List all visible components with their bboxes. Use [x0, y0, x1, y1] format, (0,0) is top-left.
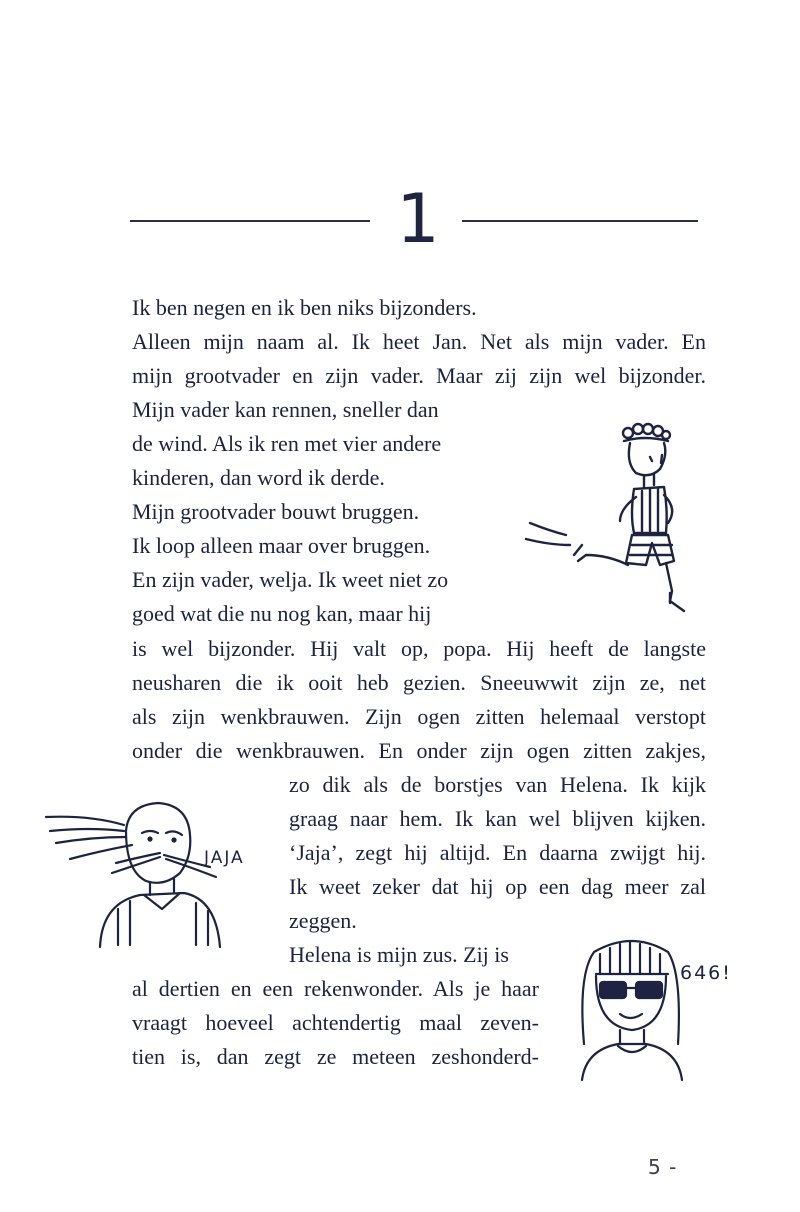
- text-line: zo dik als de borstjes van Helena. Ik kijk: [289, 772, 706, 797]
- page-number: 5 -: [648, 1155, 678, 1179]
- chapter-rule-left: [130, 220, 370, 222]
- grandfather-illustration: [40, 795, 272, 950]
- text-line: is wel bijzonder. Hij valt op, popa. Hij heeft de langste: [132, 636, 706, 661]
- text-line: Ik loop alleen maar over bruggen.: [132, 533, 431, 558]
- text-line: Ik ben negen en ik ben niks bijzonders.: [132, 295, 477, 320]
- text-line: kinderen, dan word ik derde.: [132, 465, 385, 490]
- text-line: En zijn vader, welja. Ik weet niet zo: [132, 567, 449, 592]
- helena-caption: 646!: [680, 962, 732, 984]
- text-line: mijn grootvader en zijn vader. Maar zij zijn wel bijzonder.: [132, 363, 706, 388]
- text-line: neusharen die ik ooit heb gezien. Sneeuwwit zijn ze, net: [132, 670, 706, 695]
- text-line: als zijn wenkbrauwen. Zijn ogen zitten helemaal verstopt: [132, 704, 706, 729]
- text-line: al dertien en een rekenwonder. Als je haar: [132, 976, 539, 1001]
- helena-illustration: [572, 934, 692, 1084]
- text-line: onder die wenkbrauwen. En onder zijn ogen zitten zakjes,: [132, 738, 706, 763]
- text-line: Alleen mijn naam al. Ik heet Jan. Net als mijn vader. En: [132, 329, 706, 354]
- text-line: ‘Jaja’, zegt hij altijd. En daarna zwijgt hij.: [289, 840, 706, 865]
- text-line: tien is, dan zegt ze meteen zeshonderd-: [132, 1044, 539, 1069]
- text-line: zeggen.: [289, 908, 357, 933]
- text-line: vraagt hoeveel achtendertig maal zeven-: [132, 1010, 539, 1035]
- text-line: Mijn vader kan rennen, sneller dan: [132, 397, 439, 422]
- chapter-header: [0, 180, 800, 260]
- text-line: goed wat die nu nog kan, maar hij: [132, 601, 432, 626]
- text-line: graag naar hem. Ik kan wel blijven kijken.: [289, 806, 706, 831]
- chapter-number: 1: [396, 180, 440, 259]
- text-line: Helena is mijn zus. Zij is: [289, 942, 509, 967]
- text-line: de wind. Als ik ren met vier andere: [132, 431, 442, 456]
- grandfather-caption: JAJA: [204, 848, 245, 868]
- chapter-rule-right: [462, 220, 698, 222]
- text-line: Ik weet zeker dat hij op een dag meer zal: [289, 874, 706, 899]
- running-father-illustration: [520, 405, 720, 620]
- text-line: Mijn grootvader bouwt bruggen.: [132, 499, 420, 524]
